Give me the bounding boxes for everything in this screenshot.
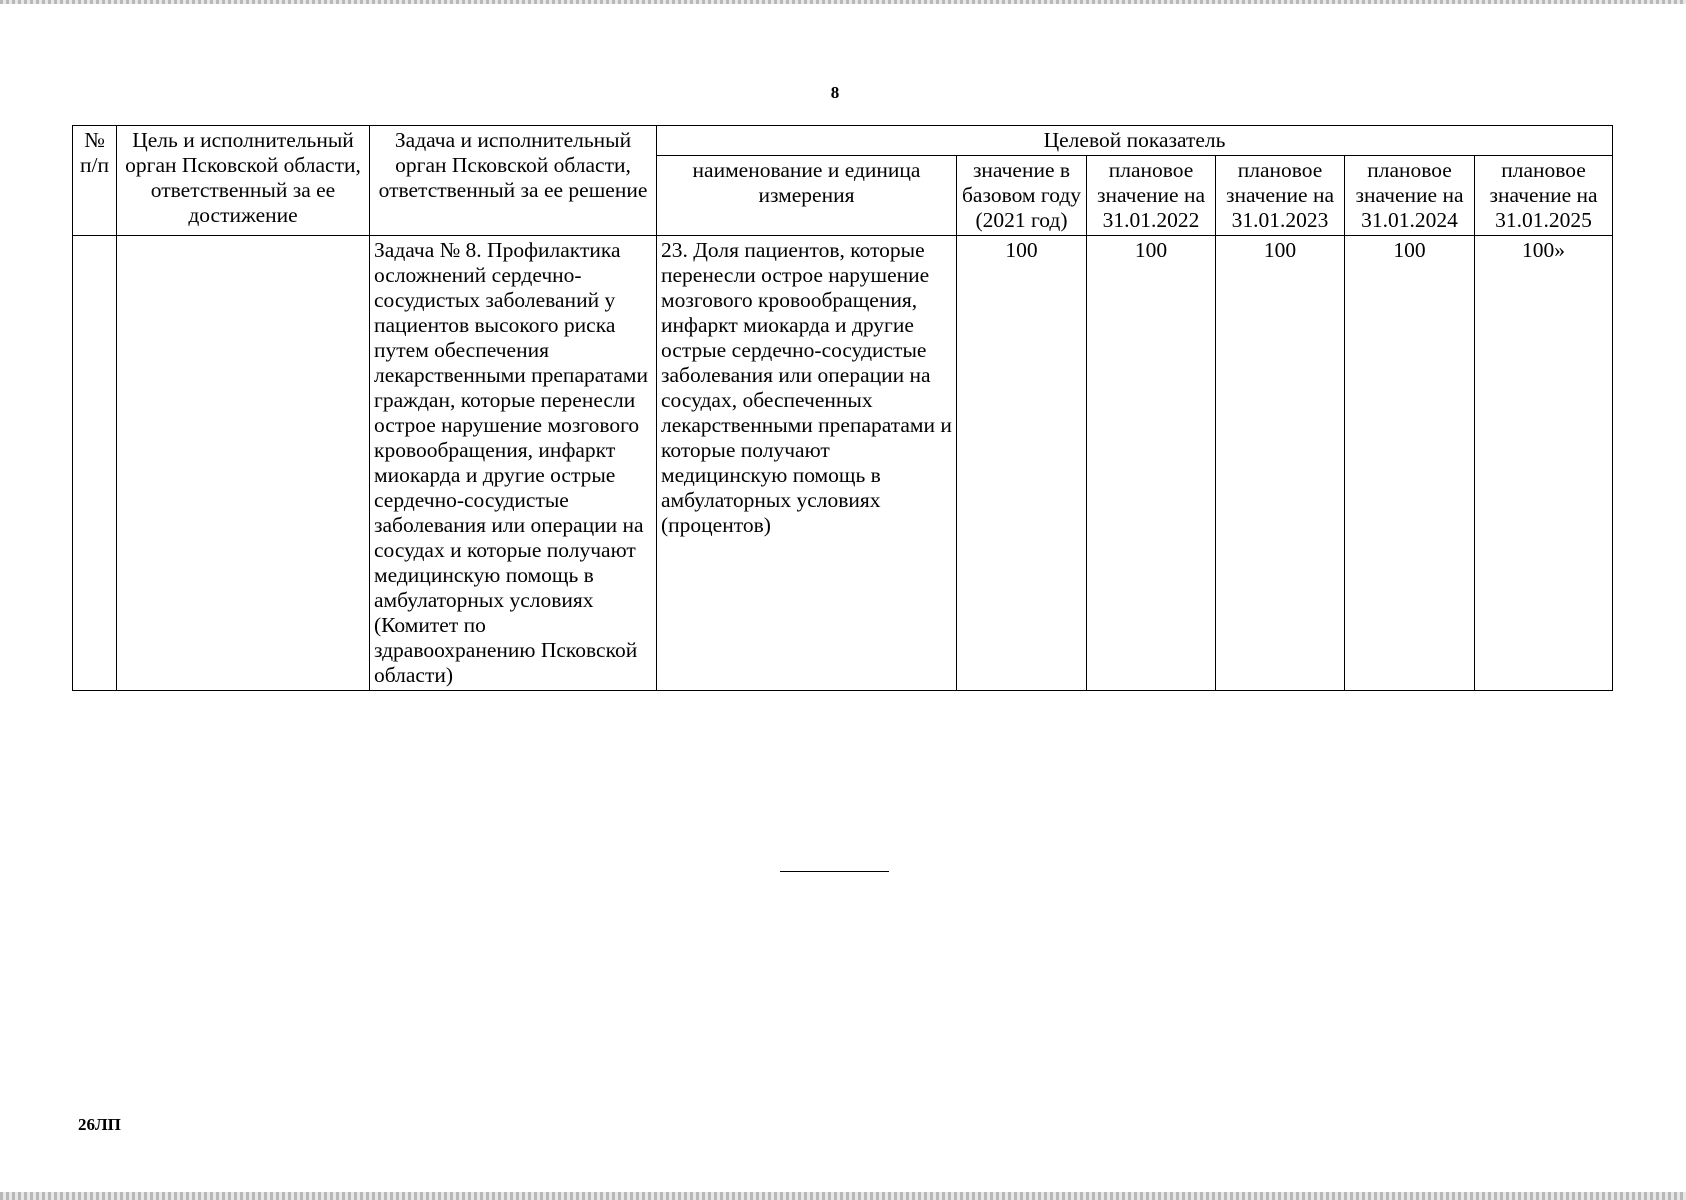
cell-plan-2025: 100» (1475, 236, 1613, 691)
header-target-indicator: Целевой показатель (657, 126, 1613, 156)
cell-base-value: 100 (957, 236, 1087, 691)
header-plan-2024: плановое значение на 31.01.2024 (1345, 156, 1475, 236)
cell-indicator-name: 23. Доля пациентов, которые перенесли острое нарушение мозгового кровообращения, инфаркт миокарда и другие острые сердечно-сосудистые заболевания или операции на сосудах, обеспеченных лекарственными препаратами и которые получают медицинскую помощь в амбулаторных условиях (процентов) (657, 236, 957, 691)
cell-task: Задача № 8. Профилактика осложнений сердечно-сосудистых заболеваний у пациентов высокого риска путем обеспечения лекарственными препаратами граждан, которые перенесли острое нарушение мозгового кровообращения, инфаркт миокарда и другие острые сердечно-сосудистые заболевания или операции на сосудах и которые получают медицинскую помощь в амбулаторных условиях (Комитет по здравоохранению Псковской области) (370, 236, 657, 691)
document-code: 26ЛП (78, 1115, 121, 1134)
header-plan-2022: плановое значение на 31.01.2022 (1087, 156, 1216, 236)
header-num: № п/п (73, 126, 117, 236)
header-plan-2025: плановое значение на 31.01.2025 (1475, 156, 1613, 236)
header-base-value: значение в базовом году (2021 год) (957, 156, 1087, 236)
header-plan-2023: плановое значение на 31.01.2023 (1216, 156, 1345, 236)
header-indicator-name: наименование и единица измерения (657, 156, 957, 236)
header-task: Задача и исполнительный орган Псковской области, ответственный за ее решение (370, 126, 657, 236)
cell-goal (117, 236, 370, 691)
cell-plan-2022: 100 (1087, 236, 1216, 691)
table-row (73, 236, 1613, 691)
header-goal: Цель и исполнительный орган Псковской области, ответственный за ее достижение (117, 126, 370, 236)
end-of-document-rule (780, 871, 889, 872)
target-indicators-table (72, 125, 1613, 691)
scan-edge-top (0, 0, 1686, 4)
cell-num (73, 236, 117, 691)
cell-plan-2024: 100 (1345, 236, 1475, 691)
page-number: 8 (830, 83, 840, 102)
header-row-top (73, 126, 1613, 156)
cell-plan-2023: 100 (1216, 236, 1345, 691)
scan-edge-bottom (0, 1192, 1686, 1200)
